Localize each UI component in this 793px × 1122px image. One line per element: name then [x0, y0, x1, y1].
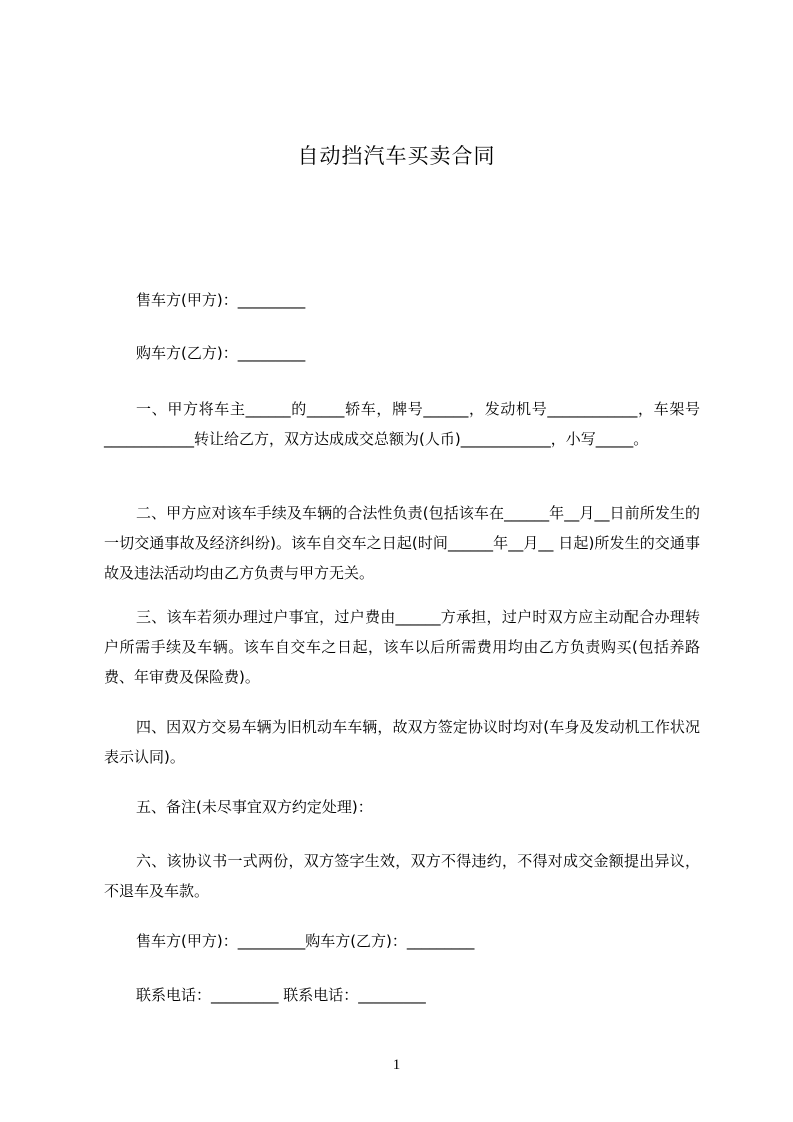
clause-1: 一、甲方将车主______的_____轿车，牌号______，发动机号____________，车架号____________转让给乙方，双方达成成交总额为(人币)____________，小写_____。	[104, 400, 700, 448]
buyer-party-line: 购车方(乙方)：_________	[136, 344, 306, 362]
seller-party-line: 售车方(甲方)：_________	[136, 291, 306, 309]
clause-3: 三、该车若须办理过户事宜，过户费由______方承担，过户时双方应主动配合办理转户所需手续及车辆。该车自交车之日起，该车以后所需费用均由乙方负责购买(包括养路费、年审费及保险费)。	[104, 608, 700, 686]
phone-line: 联系电话：_________ 联系电话：_________	[136, 986, 426, 1004]
clause-6: 六、该协议书一式两份，双方签字生效，双方不得违约，不得对成交金额提出异议，不退车及车款。	[104, 852, 700, 900]
clause-4: 四、因双方交易车辆为旧机动车车辆，故双方签定协议时均对(车身及发动机工作状况表示认同)。	[104, 718, 700, 766]
clause-2: 二、甲方应对该车手续及车辆的合法性负责(包括该车在______年__月__日前所发生的一切交通事故及经济纠纷)。该车自交车之日起(时间______年__月__ 日起)所发生的交通事故及违法活动均由乙方负责与甲方无关。	[104, 504, 700, 582]
signature-line: 售车方(甲方)：_________购车方(乙方)：_________	[136, 932, 475, 950]
clause-5: 五、备注(未尽事宜双方约定处理)：	[136, 798, 373, 816]
page-number: 1	[392, 1057, 401, 1073]
page-title: 自动挡汽车买卖合同	[297, 144, 496, 168]
